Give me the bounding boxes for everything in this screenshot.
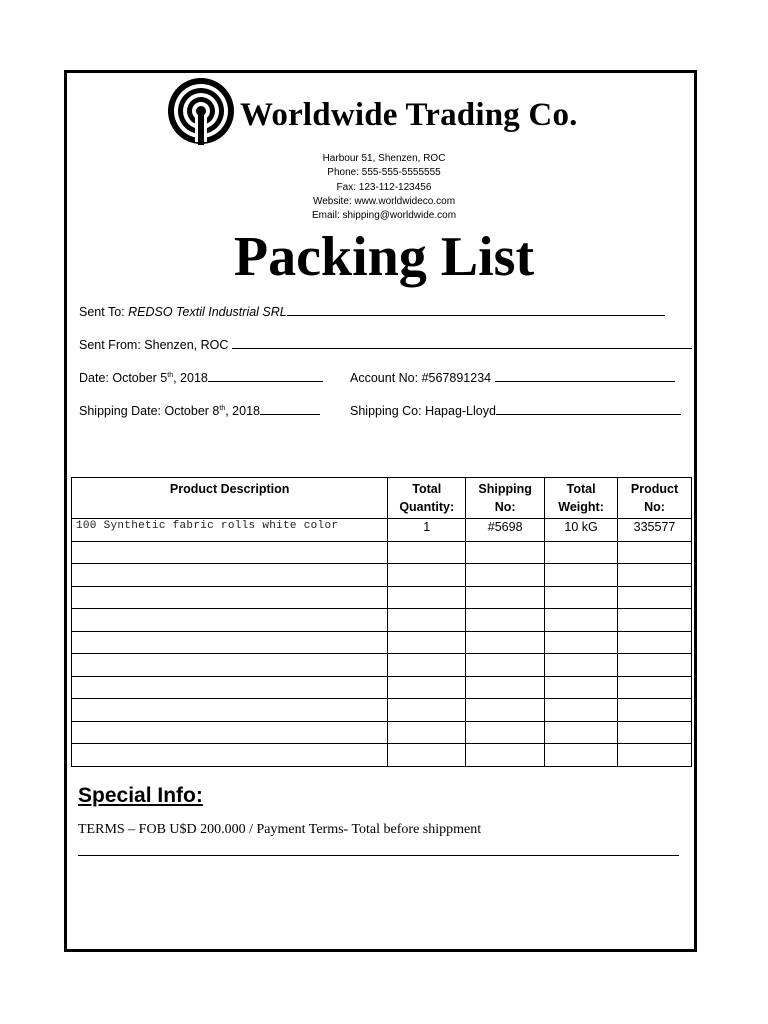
empty-cell (388, 744, 466, 767)
shipping-co-value: Hapag-Lloyd (425, 404, 496, 418)
empty-cell (466, 676, 545, 699)
table-row-empty (72, 721, 692, 744)
empty-cell (72, 721, 388, 744)
cell-description: 100 Synthetic fabric rolls white color (72, 519, 388, 542)
header-total-weight-line2: Weight: (558, 500, 604, 514)
empty-cell (466, 654, 545, 677)
company-fax: Fax: 123-112-123456 (336, 181, 432, 193)
empty-cell (618, 564, 692, 587)
table-row-empty (72, 541, 692, 564)
header-total-quantity (388, 478, 466, 519)
empty-cell (545, 541, 618, 564)
empty-cell (545, 699, 618, 722)
header-product-no-line2: No: (644, 500, 665, 514)
empty-cell (618, 631, 692, 654)
shipping-date-value: October 8 (164, 404, 220, 418)
company-name: Worldwide Trading Co. (240, 97, 578, 133)
sent-to-field (79, 305, 665, 319)
empty-cell (72, 564, 388, 587)
company-logo-icon (166, 76, 236, 146)
empty-cell (466, 586, 545, 609)
empty-cell (72, 654, 388, 677)
sent-from-value: Shenzen, ROC (144, 338, 229, 352)
header-total-weight (545, 478, 618, 519)
empty-cell (388, 586, 466, 609)
cell-quantity: 1 (388, 519, 466, 542)
empty-cell (388, 676, 466, 699)
empty-cell (545, 654, 618, 677)
empty-cell (618, 541, 692, 564)
account-label: Account No: (350, 371, 422, 385)
sent-from-label: Sent From: (79, 338, 145, 352)
header-product-no-line1: Product (630, 482, 679, 496)
special-info-terms: TERMS – FOB U$D 200.000 / Payment Terms- Total before shippment (78, 822, 482, 837)
date-value: October 5 (112, 371, 168, 385)
table-header-row (72, 478, 692, 519)
company-phone: Phone: 555-555-5555555 (327, 167, 441, 179)
shipping-co-field (350, 404, 681, 418)
shipping-date-year: , 2018 (225, 404, 260, 418)
empty-cell (388, 564, 466, 587)
empty-cell (545, 721, 618, 744)
table-row-empty (72, 631, 692, 654)
empty-cell (72, 609, 388, 632)
empty-cell (466, 609, 545, 632)
sent-to-underline (287, 305, 665, 316)
shipping-date-suffix: th (219, 404, 226, 412)
products-table (71, 477, 692, 767)
header-shipping-no (466, 478, 545, 519)
empty-cell (618, 744, 692, 767)
empty-cell (545, 631, 618, 654)
sent-from-field (79, 338, 692, 352)
empty-cell (466, 699, 545, 722)
special-info-heading: Special Info: (78, 784, 203, 807)
empty-cell (618, 654, 692, 677)
company-contact-block (0, 152, 768, 223)
table-row-empty (72, 744, 692, 767)
header-product-description: Product Description (72, 478, 388, 519)
company-email: Email: shipping@worldwide.com (311, 210, 457, 222)
empty-cell (545, 564, 618, 587)
table-row (72, 519, 692, 542)
empty-cell (388, 699, 466, 722)
empty-cell (466, 541, 545, 564)
account-underline (495, 371, 675, 382)
shipping-date-field (79, 404, 320, 418)
table-row-empty (72, 676, 692, 699)
date-suffix: th (167, 371, 174, 379)
empty-cell (466, 631, 545, 654)
terms-underline (78, 855, 679, 856)
cell-weight: 10 kG (545, 519, 618, 542)
empty-cell (618, 721, 692, 744)
empty-cell (388, 541, 466, 564)
empty-cell (545, 744, 618, 767)
header-shipping-no-line2: No: (494, 500, 516, 514)
sent-to-value: REDSO Textil Industrial SRL (128, 305, 287, 319)
table-row-empty (72, 699, 692, 722)
sent-to-label: Sent To: (79, 305, 129, 319)
date-field (79, 371, 323, 385)
cell-product-no: 335577 (618, 519, 692, 542)
date-underline (208, 371, 323, 382)
empty-cell (72, 541, 388, 564)
empty-cell (466, 744, 545, 767)
header-product-no (618, 478, 692, 519)
shipping-co-label: Shipping Co: (350, 404, 426, 418)
shipping-date-underline (260, 404, 320, 415)
table-row-empty (72, 586, 692, 609)
empty-cell (72, 586, 388, 609)
header-total-weight-line1: Total (566, 482, 596, 496)
company-address: Harbour 51, Shenzen, ROC (322, 153, 446, 164)
empty-cell (72, 631, 388, 654)
empty-cell (618, 586, 692, 609)
empty-cell (618, 699, 692, 722)
date-label: Date: (79, 371, 113, 385)
cell-shipping-no: #5698 (466, 519, 545, 542)
header-shipping-no-line1: Shipping (478, 482, 532, 496)
table-row-empty (72, 654, 692, 677)
empty-cell (72, 699, 388, 722)
header-total-quantity-line2: Quantity: (399, 500, 455, 514)
empty-cell (388, 631, 466, 654)
account-field (350, 371, 675, 385)
shipping-date-label: Shipping Date: (79, 404, 165, 418)
table-row-empty (72, 564, 692, 587)
sent-from-underline (232, 338, 692, 349)
empty-cell (72, 676, 388, 699)
company-website: Website: www.worldwideco.com (312, 195, 456, 207)
header-total-quantity-line1: Total (412, 482, 442, 496)
account-value: #567891234 (421, 371, 492, 385)
empty-cell (545, 676, 618, 699)
empty-cell (466, 721, 545, 744)
empty-cell (388, 654, 466, 677)
empty-cell (466, 564, 545, 587)
empty-cell (618, 609, 692, 632)
empty-cell (545, 586, 618, 609)
empty-cell (618, 676, 692, 699)
empty-cell (72, 744, 388, 767)
date-year: , 2018 (173, 371, 208, 385)
document-title: Packing List (233, 226, 535, 288)
empty-cell (388, 609, 466, 632)
table-row-empty (72, 609, 692, 632)
shipping-co-underline (496, 404, 681, 415)
empty-cell (545, 609, 618, 632)
empty-cell (388, 721, 466, 744)
